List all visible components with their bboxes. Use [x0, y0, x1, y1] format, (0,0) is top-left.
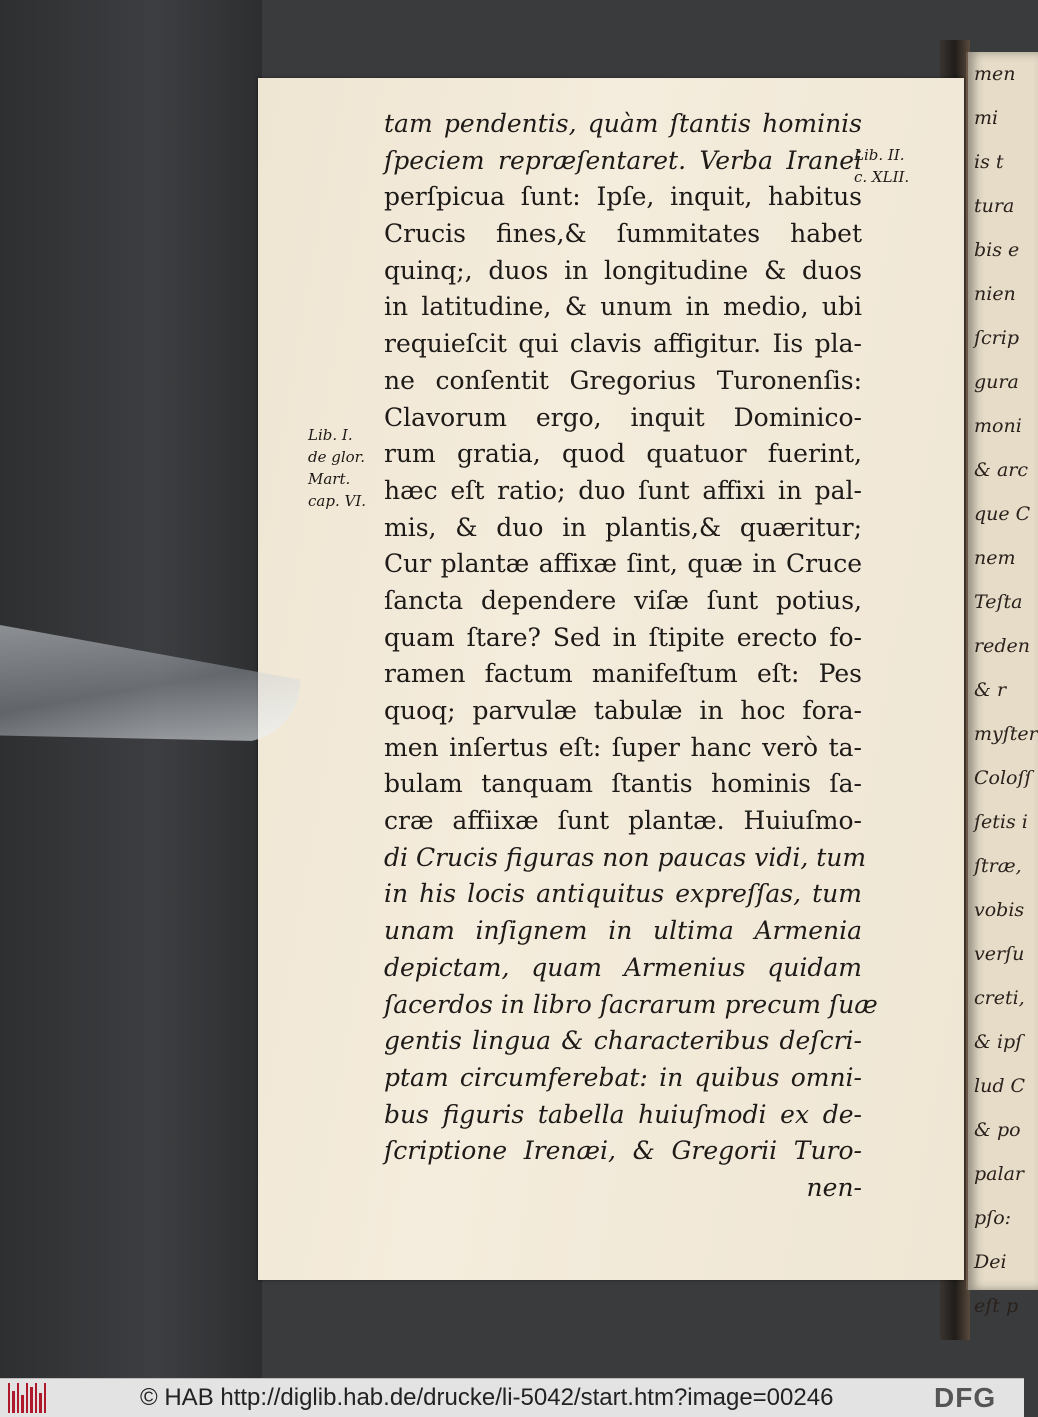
text-line: men inſertus eſt: ſuper hanc verò ta- [384, 732, 862, 762]
marginal-reference-left [308, 424, 366, 512]
margin-note-line: de glor. [308, 448, 365, 466]
text-line: hæc eſt ratio; duo ſunt affixi in pal- [384, 475, 862, 505]
text-line: in his locis antiquitus expreſſas, tum [384, 879, 862, 909]
adjacent-page-fragment: palar [974, 1163, 1024, 1185]
text-line: mis, & duo in plantis,& quæritur; [384, 512, 862, 542]
adjacent-page-fragment: ſcrip [974, 327, 1019, 349]
margin-note-line: cap. VI. [308, 492, 367, 510]
adjacent-page-fragment: men [974, 63, 1016, 85]
adjacent-page-fragment: Teſta [974, 591, 1023, 613]
adjacent-page-fragment: Dei [974, 1251, 1007, 1273]
adjacent-page-fragment: myſter [974, 723, 1038, 745]
text-line: ſacerdos in libro ſacrarum precum ſuæ [384, 989, 878, 1019]
text-line: unam inſignem in ultima Armenia [384, 916, 862, 946]
margin-note-line: Mart. [308, 470, 351, 488]
adjacent-page-fragment: nem [974, 547, 1016, 569]
text-line: bus figuris tabella huiuſmodi ex de- [384, 1099, 862, 1129]
adjacent-page-fragment: Coloſſ [974, 767, 1032, 789]
margin-note-line: Lib. I. [308, 426, 353, 444]
text-line: ne conſentit Gregorius Turonenſis: [384, 365, 862, 395]
footer-bar [0, 1378, 1024, 1417]
text-line: depictam, quam Armenius quidam [384, 952, 862, 982]
adjacent-page-fragment: & ipſ [974, 1031, 1023, 1053]
text-line: quinq;, duos in longitudine & duos [384, 255, 862, 285]
adjacent-page-fragment: bis e [974, 239, 1020, 261]
marginal-reference-right [854, 144, 909, 188]
book-page [258, 78, 964, 1280]
text-line: in latitudine, & unum in medio, ubi [384, 292, 862, 322]
adjacent-page-fragment: mi [974, 107, 999, 129]
credit-url[interactable]: © HAB http://diglib.hab.de/drucke/li-5042/start.htm?image=00246 [140, 1384, 834, 1411]
dfg-logo: DFG [934, 1382, 997, 1413]
adjacent-page-fragment: lud C [974, 1075, 1026, 1097]
adjacent-page-fragment: ſetis i [974, 811, 1028, 833]
text-line: di Crucis figuras non paucas vidi, tum [384, 842, 867, 872]
margin-note-line: Lib. II. [854, 146, 905, 164]
adjacent-page-fragment: vobis [974, 899, 1025, 921]
text-line: ptam circumferebat: in quibus omni- [384, 1062, 862, 1092]
text-line: tam pendentis, quàm ſtantis hominis [384, 109, 862, 138]
text-line: requieſcit qui clavis affigitur. Iis pla- [384, 329, 862, 359]
text-line: quam ſtare? Sed in ſtipite erecto fo- [384, 622, 862, 652]
text-line: ſcriptione Irenæi, & Gregorii Turo- [384, 1136, 862, 1166]
text-line: Crucis fines,& ſummitates habet [384, 219, 862, 249]
adjacent-page-fragment: creti, [974, 987, 1025, 1009]
text-line: bulam tanquam ſtantis hominis ſa- [384, 769, 862, 799]
text-line: nen- [806, 1172, 862, 1202]
margin-note-line: c. XLII. [854, 168, 910, 186]
adjacent-page-fragment: ſtræ, [974, 855, 1022, 877]
adjacent-page-fragment: nien [974, 283, 1016, 305]
text-line: quoq; parvulæ tabulæ in hoc fora- [384, 696, 862, 725]
text-line: Clavorum ergo, inquit Dominico- [384, 402, 862, 432]
adjacent-page-fragment: verſu [974, 943, 1025, 965]
text-line: rum gratia, quod quatuor fuerint, [384, 439, 862, 469]
adjacent-page-fragment: & arc [974, 459, 1029, 481]
page-text [384, 106, 878, 1207]
adjacent-page-fragment: & po [974, 1119, 1021, 1141]
text-line: ſpeciem repræſentaret. Verba Iranei [384, 145, 862, 175]
adjacent-page-fragment: & r [974, 679, 1007, 701]
adjacent-page-fragment: reden [974, 635, 1030, 657]
adjacent-page-fragment: moni [974, 415, 1022, 437]
text-line: perſpicua ſunt: Ipſe, inquit, habitus [384, 182, 862, 212]
adjacent-page-fragment: eſt p [974, 1295, 1019, 1317]
adjacent-page-fragment: gura [974, 371, 1019, 393]
hab-logo-icon [8, 1383, 46, 1413]
text-line: ſancta dependere viſæ ſunt potius, [384, 585, 862, 615]
adjacent-page-fragment: is t [974, 151, 1004, 173]
adjacent-page-fragment: tura [974, 195, 1015, 217]
text-line: cræ affiixæ ſunt plantæ. Huiuſmo- [384, 806, 862, 836]
adjacent-page-edge [966, 52, 1038, 1317]
adjacent-page-fragment: que C [974, 503, 1031, 525]
text-line: gentis lingua & characteribus deſcri- [384, 1026, 862, 1056]
text-line: ramen factum manifeſtum eſt: Pes [384, 659, 862, 689]
text-line: Cur plantæ affixæ ſint, quæ in Cruce [384, 549, 862, 579]
adjacent-page-fragment: pſo: [974, 1207, 1012, 1229]
